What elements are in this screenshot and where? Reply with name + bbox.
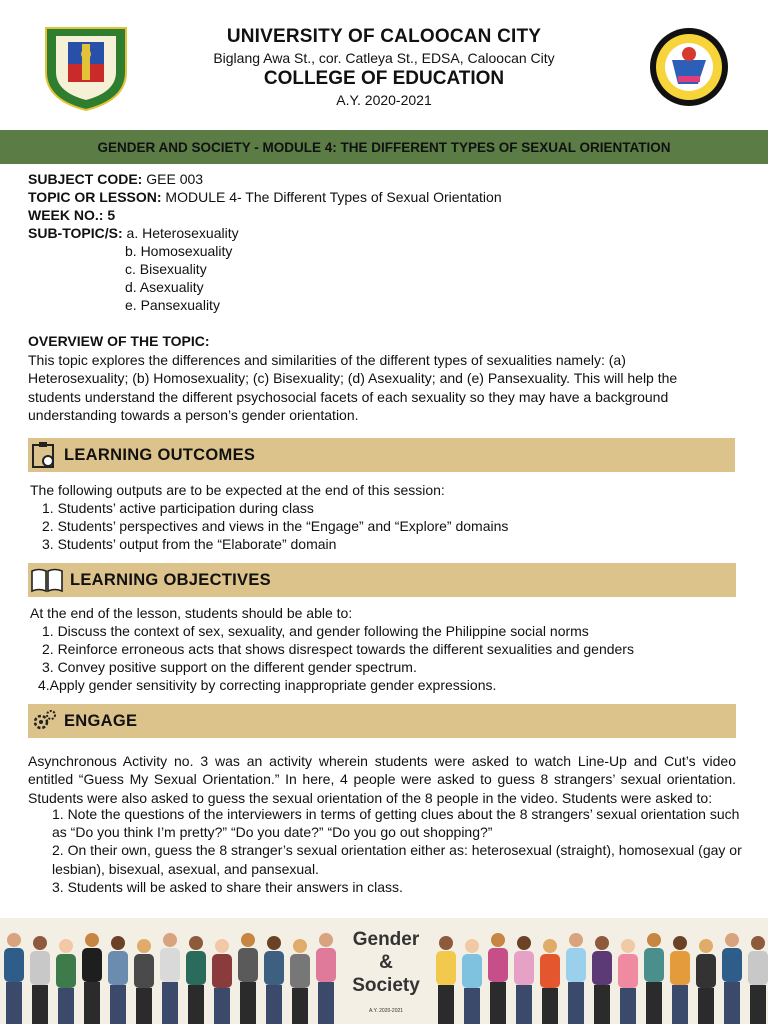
footer-illustration bbox=[0, 918, 768, 1024]
engage-text: Asynchronous Activity no. 3 was an activity wherein students were asked to watch Line-Up and Cut’s video entitled “Guess My Sexual Orientation.” In here, 4 people were asked to guess 8 strangers’ sexual orientation. Students were also asked to guess the sexual orientation of the 8 people in the video. Students were asked to: bbox=[28, 753, 736, 806]
list-item: 3. Students will be asked to share their answers in class. bbox=[52, 878, 403, 895]
person-figure bbox=[160, 933, 180, 1024]
gears-icon bbox=[28, 705, 60, 737]
person-figure bbox=[618, 939, 638, 1024]
list-item: 2. Reinforce erroneous acts that shows disrespect towards the different sexualities and genders bbox=[42, 641, 634, 657]
subject-info bbox=[28, 170, 502, 242]
clipboard-icon bbox=[28, 439, 60, 471]
person-figure bbox=[316, 933, 336, 1024]
list-item: e. Pansexuality bbox=[125, 297, 220, 313]
person-figure bbox=[4, 933, 24, 1024]
topic-line bbox=[28, 188, 502, 206]
list-item: 1. Note the questions of the interviewers in terms of getting clues about the 8 strangers’ sexual orientation such as “Do you think I’m pretty?” “Do you date?” “Do you go out shopping?” bbox=[52, 806, 740, 841]
list-item: d. Asexuality bbox=[125, 279, 204, 295]
subject-code-value: GEE 003 bbox=[142, 171, 204, 187]
person-figure bbox=[56, 939, 76, 1024]
overview-title: OVERVIEW OF THE TOPIC: bbox=[28, 333, 210, 349]
learning-outcomes-content bbox=[30, 481, 730, 553]
learning-objectives-list bbox=[30, 622, 740, 694]
module-title-banner bbox=[0, 130, 768, 164]
footer-title-line3: Society bbox=[352, 975, 420, 996]
engage-list bbox=[52, 805, 742, 896]
learning-objectives-content bbox=[30, 604, 740, 694]
person-figure bbox=[696, 939, 716, 1024]
university-name: UNIVERSITY OF CALOOCAN CITY bbox=[226, 26, 542, 47]
person-figure bbox=[592, 936, 612, 1024]
list-item: 3. Students’ output from the “Elaborate” domain bbox=[42, 536, 337, 552]
list-item: 2. Students’ perspectives and views in the “Engage” and “Explore” domains bbox=[42, 518, 509, 534]
academic-year: A.Y. 2020-2021 bbox=[336, 92, 432, 108]
week-line bbox=[28, 206, 502, 224]
overview-text: This topic explores the differences and similarities of the different types of sexualities namely: (a) Heterosexuality; (b) Homosexuality; (c) Bisexuality; (d) Asexuality; and (e) Pansexuality. This will help the students understand the different psychosocial facets of each sexuality so they may have a background understanding towards a person’s gender orientation. bbox=[28, 352, 678, 423]
subtopic-label: SUB-TOPIC/S: bbox=[28, 225, 123, 241]
person-figure bbox=[722, 933, 742, 1024]
person-figure bbox=[264, 936, 284, 1024]
list-item: 1. Discuss the context of sex, sexuality, and gender following the Philippine social norms bbox=[42, 623, 589, 639]
learning-objectives-bar bbox=[28, 563, 736, 597]
footer-title-line1: Gender bbox=[352, 929, 420, 950]
person-figure bbox=[462, 939, 482, 1024]
module-title: GENDER AND SOCIETY - MODULE 4: THE DIFFERENT TYPES OF SEXUAL ORIENTATION bbox=[97, 139, 671, 155]
person-figure bbox=[566, 933, 586, 1024]
person-figure bbox=[748, 936, 768, 1024]
engage-bar bbox=[28, 704, 736, 738]
person-figure bbox=[290, 939, 310, 1024]
document-header bbox=[0, 0, 768, 130]
person-figure bbox=[108, 936, 128, 1024]
open-book-icon bbox=[28, 564, 66, 596]
list-item: 2. On their own, guess the 8 stranger’s sexual orientation either as: heterosexual (straight), homosexual (gay or lesbian), bisexual, asexual, and pansexual. bbox=[52, 842, 742, 877]
person-figure bbox=[488, 933, 508, 1024]
person-figure bbox=[30, 936, 50, 1024]
university-seal-icon bbox=[40, 22, 132, 112]
person-figure bbox=[82, 933, 102, 1024]
footer-title-line2: & bbox=[379, 952, 393, 973]
subject-code-line bbox=[28, 170, 502, 188]
topic-label: TOPIC OR LESSON: bbox=[28, 189, 162, 205]
learning-objectives-title: LEARNING OBJECTIVES bbox=[70, 570, 271, 589]
education-logo-icon bbox=[648, 26, 730, 108]
person-figure bbox=[212, 939, 232, 1024]
learning-outcomes-intro: The following outputs are to be expected at the end of this session: bbox=[30, 482, 445, 498]
learning-objectives-intro: At the end of the lesson, students should be able to: bbox=[30, 605, 353, 621]
person-figure bbox=[670, 936, 690, 1024]
topic-value: MODULE 4- The Different Types of Sexual Orientation bbox=[161, 189, 502, 205]
person-figure bbox=[134, 939, 154, 1024]
learning-outcomes-title: LEARNING OUTCOMES bbox=[64, 445, 256, 464]
subtopic-first: a. Heterosexuality bbox=[122, 225, 239, 241]
person-figure bbox=[436, 936, 456, 1024]
subtopic-line bbox=[28, 224, 502, 242]
learning-outcomes-bar bbox=[28, 438, 735, 472]
person-figure bbox=[238, 933, 258, 1024]
subtopic-list bbox=[125, 242, 232, 314]
footer-title bbox=[340, 928, 432, 997]
list-item: b. Homosexuality bbox=[125, 243, 233, 259]
college-name: COLLEGE OF EDUCATION bbox=[263, 68, 505, 89]
engage-title: ENGAGE bbox=[64, 711, 138, 730]
list-item: 1. Students’ active participation during class bbox=[42, 500, 314, 516]
list-item: c. Bisexuality bbox=[125, 261, 207, 277]
week-label: WEEK NO.: 5 bbox=[28, 207, 116, 223]
person-figure bbox=[540, 939, 560, 1024]
subject-code-label: SUBJECT CODE: bbox=[28, 171, 143, 187]
list-item: 3. Convey positive support on the different gender spectrum. bbox=[42, 659, 417, 675]
learning-outcomes-list bbox=[30, 499, 730, 553]
person-figure bbox=[644, 933, 664, 1024]
person-figure bbox=[186, 936, 206, 1024]
footer-academic-year: A.Y. 2020-2021 bbox=[368, 1008, 404, 1014]
person-figure bbox=[514, 936, 534, 1024]
list-item: 4.Apply gender sensitivity by correcting inappropriate gender expressions. bbox=[38, 677, 497, 693]
university-address: Biglang Awa St., cor. Catleya St., EDSA, Caloocan City bbox=[213, 50, 555, 66]
